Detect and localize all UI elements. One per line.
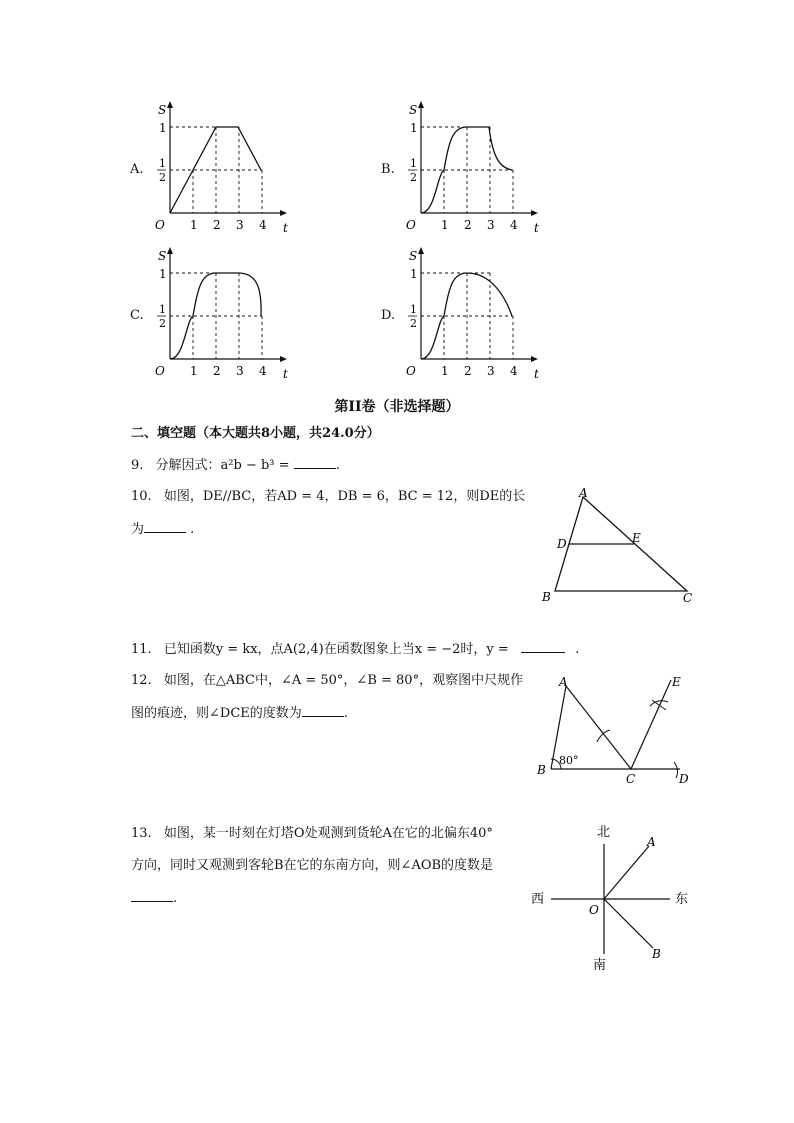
q12-line1: 如图，在△ABC中，∠A = 50°，∠B = 80°，观察图中尺规作	[163, 673, 524, 688]
q10-line1: 如图，DE//BC，若AD = 4，DB = 6，BC = 12，则DE的长	[163, 489, 526, 504]
graph-d-y-half-den: 2	[410, 317, 417, 330]
question-13	[131, 825, 493, 843]
graph-d-t-label: t	[534, 367, 539, 381]
q11-text: 已知函数y = kx，点A(2,4)在函数图象上当x = −2时，y =	[163, 642, 509, 657]
q13-label-o: O	[589, 903, 599, 917]
graph-option-b	[375, 100, 565, 235]
q13-ray-a	[604, 846, 649, 899]
q12-answer-blank[interactable]	[302, 704, 344, 717]
graph-d-x-tick-1: 1	[441, 364, 449, 378]
question-13-line2	[131, 857, 493, 875]
q10-label-e: E	[632, 531, 641, 545]
q10-number: 10.	[131, 489, 152, 504]
graph-c-y-half-num: 1	[159, 303, 166, 316]
graph-b-origin-label: O	[406, 218, 416, 232]
question-10	[131, 488, 525, 506]
q9-number: 9.	[131, 458, 144, 473]
q10-label-b: B	[542, 590, 551, 604]
q13-label-north: 北	[597, 825, 611, 840]
q12-label-e: E	[672, 675, 681, 689]
graph-a-x-tick-2: 2	[213, 218, 221, 232]
graph-d-x-tick-3: 3	[487, 364, 495, 378]
graph-b-y-tick-one: 1	[410, 121, 418, 135]
graph-c-s-label: S	[158, 249, 167, 263]
q10-answer-blank[interactable]	[144, 520, 186, 533]
graph-b-x-tick-4: 4	[510, 218, 518, 232]
q12-arc-mark-3	[650, 700, 668, 710]
graph-c-origin-label: O	[155, 364, 165, 378]
graph-c-svg	[150, 246, 310, 381]
option-label-b: B.	[381, 162, 395, 177]
graph-a-origin-label: O	[155, 218, 165, 232]
q13-label-a: A	[647, 835, 656, 849]
graph-a-svg	[150, 100, 310, 235]
graph-a-y-tick-one: 1	[159, 121, 167, 135]
graph-d-svg	[401, 246, 561, 381]
graph-d-x-tick-2: 2	[464, 364, 472, 378]
q10-label-c: C	[683, 591, 693, 605]
graph-a-y-arrow	[167, 101, 173, 108]
q13-line2: 方向，同时又观测到客轮B在它的东南方向，则∠AOB的度数是	[131, 858, 494, 873]
q10-label-d: D	[557, 537, 567, 551]
graph-c-y-arrow	[167, 247, 173, 254]
graph-a-t-label: t	[283, 221, 288, 235]
q12-label-c: C	[626, 772, 636, 786]
option-label-a: A.	[130, 162, 144, 177]
graph-d-x-arrow	[531, 356, 538, 362]
q12-label-b: B	[537, 763, 546, 777]
graph-c-x-tick-2: 2	[213, 364, 221, 378]
question-12-line2	[131, 704, 348, 723]
graph-a-x-tick-4: 4	[259, 218, 267, 232]
q13-number: 13.	[131, 826, 152, 841]
q10-end: .	[190, 522, 195, 537]
question-11	[131, 640, 579, 659]
q13-line1: 如图，某一时刻在灯塔O处观测到货轮A在它的北偏东40°	[163, 826, 493, 841]
graph-a-y-half-num: 1	[159, 157, 166, 170]
q12-line2: 图的痕迹，则∠DCE的度数为	[131, 706, 302, 721]
graph-c-t-label: t	[283, 367, 288, 381]
graph-b-x-tick-1: 1	[441, 218, 449, 232]
graph-b-x-arrow	[531, 210, 538, 216]
graph-c-y-tick-one: 1	[159, 267, 167, 281]
q12-label-d: D	[679, 772, 689, 786]
q13-figure	[525, 820, 700, 975]
q13-ray-b	[604, 899, 653, 948]
question-9	[131, 456, 340, 475]
graph-a-x-tick-1: 1	[190, 218, 198, 232]
q12-label-a: A	[559, 675, 568, 689]
part2-header: 二、填空题（本大题共8小题，共24.0分）	[131, 426, 380, 441]
q12-arc-mark-2	[674, 762, 678, 778]
q13-label-west: 西	[531, 892, 545, 907]
q9-answer-blank[interactable]	[294, 456, 336, 469]
graph-b-t-label: t	[534, 221, 539, 235]
graph-b-x-tick-2: 2	[464, 218, 472, 232]
graph-d-y-half-num: 1	[410, 303, 417, 316]
graph-b-y-half-num: 1	[410, 157, 417, 170]
q10-line2: 为	[131, 522, 145, 537]
q10-label-a: A	[579, 486, 588, 500]
q11-end: .	[575, 642, 580, 657]
graph-c-x-tick-4: 4	[259, 364, 267, 378]
graph-c-x-tick-3: 3	[236, 364, 244, 378]
q12-number: 12.	[131, 673, 152, 688]
q12-ray-ce	[631, 680, 671, 769]
graph-option-c	[120, 246, 310, 381]
graph-b-s-label: S	[409, 103, 418, 117]
graph-c-y-half-den: 2	[159, 317, 166, 330]
option-label-d: D.	[381, 308, 396, 323]
question-13-line3	[131, 889, 177, 908]
graph-a-y-half-den: 2	[159, 171, 166, 184]
q12-end: .	[343, 706, 348, 721]
graph-b-svg	[401, 100, 561, 235]
graph-a-s-label: S	[158, 103, 167, 117]
graph-c-x-arrow	[280, 356, 287, 362]
graph-d-y-arrow	[418, 247, 424, 254]
q10-figure	[535, 485, 700, 607]
q11-answer-blank[interactable]	[521, 640, 565, 653]
graph-a-x-tick-3: 3	[236, 218, 244, 232]
option-label-c: C.	[130, 308, 144, 323]
q12-figure	[530, 668, 700, 790]
graph-c-x-tick-1: 1	[190, 364, 198, 378]
q11-number: 11.	[131, 642, 152, 657]
q13-label-east: 东	[675, 892, 689, 907]
graph-d-y-tick-one: 1	[410, 267, 418, 281]
q9-text: 分解因式：a²b − b³ =	[155, 458, 290, 473]
question-10-line2	[131, 520, 194, 539]
graph-d-origin-label: O	[406, 364, 416, 378]
graph-b-y-half-den: 2	[410, 171, 417, 184]
graph-option-d	[375, 246, 565, 381]
graph-d-x-tick-4: 4	[510, 364, 518, 378]
q13-end: .	[173, 891, 178, 906]
q13-label-south: 南	[593, 958, 607, 973]
graph-a-x-arrow	[280, 210, 287, 216]
q9-end: .	[335, 458, 340, 473]
q13-label-b: B	[652, 947, 661, 961]
graph-b-x-tick-3: 3	[487, 218, 495, 232]
graph-option-a	[120, 100, 310, 235]
question-12	[131, 672, 523, 690]
q12-angle-80: 80°	[559, 754, 579, 767]
graph-b-y-arrow	[418, 101, 424, 108]
q13-answer-blank[interactable]	[131, 889, 173, 902]
graph-d-s-label: S	[409, 249, 418, 263]
section-title: 第II卷（非选择题）	[334, 399, 460, 415]
